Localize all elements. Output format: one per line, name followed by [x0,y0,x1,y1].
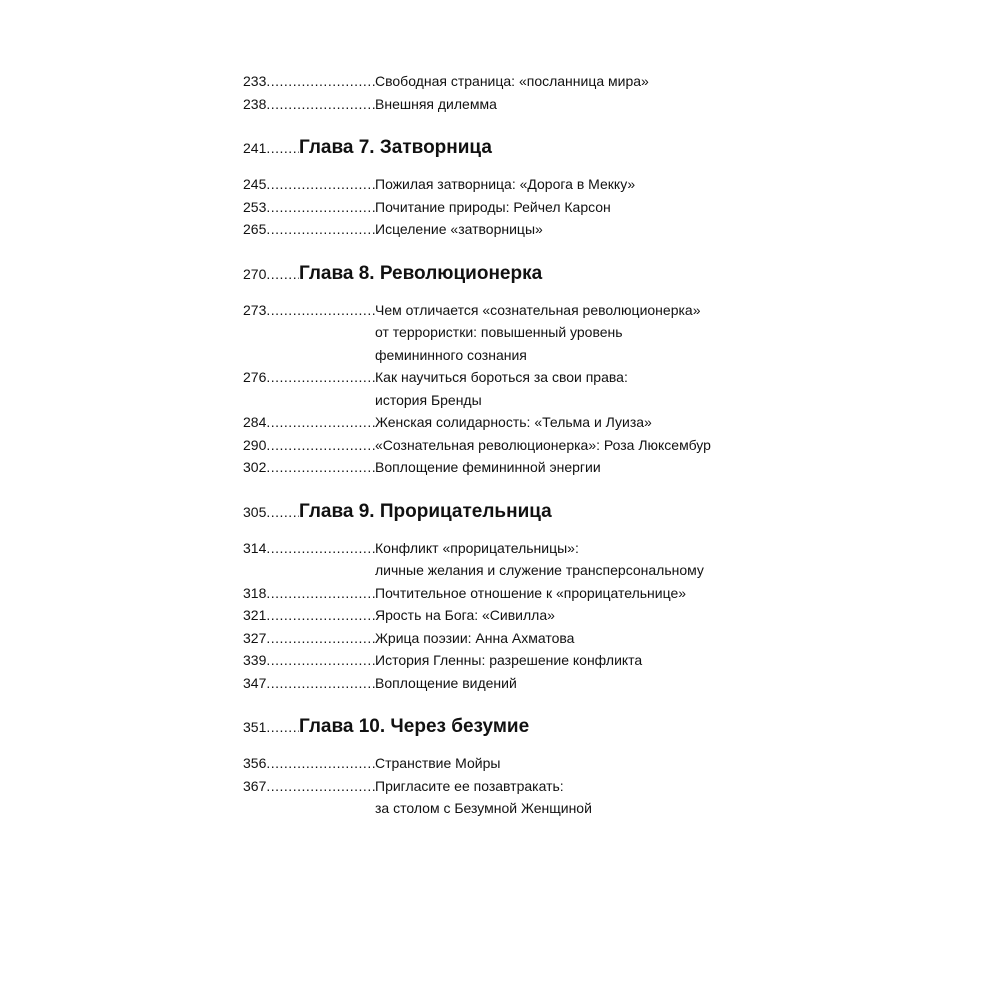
leader-dots [266,672,375,695]
leader-dots [266,504,299,520]
leader-dots [266,604,375,627]
entry-title-continued: история Бренды [375,391,482,408]
entry-title: Исцеление «затворницы» [375,221,543,237]
entry-title-continued: за столом с Безумной Женщиной [375,800,592,816]
entry-title: Пригласите ее позавтракать: [375,777,564,794]
toc-entry [243,366,803,411]
page-number: 245 [243,176,267,192]
page-number: 265 [243,221,267,237]
entry-title: Как научиться бороться за свои права: [375,369,628,385]
toc-entry [243,775,803,820]
chapter-heading [243,137,803,159]
entry-title: Жрица поэзии: Анна Ахматова [375,629,575,646]
entry-title: История Гленны: разрешение конфликта [375,652,643,668]
chapter-page-number: 241 [243,140,267,156]
page-number: 347 [243,674,267,691]
leader-dots [266,434,375,457]
toc-entry [243,649,803,672]
leader-dots [266,266,299,282]
chapter-heading [243,501,803,523]
chapter-page-number: 305 [243,503,267,520]
toc-entry [243,604,803,627]
chapter-page-number: 270 [243,265,267,282]
entry-title: Свободная страница: «посланница мира» [375,73,649,89]
toc-entry [243,93,803,116]
toc-entry [243,582,803,605]
page-number: 314 [243,539,267,556]
entry-title-continued: личные желания и служение трансперсональному [375,562,704,578]
leader-dots [266,627,375,650]
entry-title: Почтительное отношение к «прорицательнице» [375,584,687,601]
toc-entry [243,434,803,457]
chapter-heading [243,263,803,285]
entry-title: Почитание природы: Рейчел Карсон [375,198,611,215]
toc-entry [243,456,803,479]
entry-title: Пожилая затворница: «Дорога в Мекку» [375,176,636,192]
entry-title: Внешняя дилемма [375,95,497,112]
leader-dots [266,582,375,605]
entry-title: Странствие Мойры [375,755,501,771]
toc-entry [243,537,803,582]
page-number: 327 [243,629,267,646]
leader-dots [266,775,375,820]
page-number: 339 [243,652,267,668]
entry-title-continued: фемининного сознания [375,346,527,363]
page-number: 253 [243,198,267,215]
toc-entry [243,752,803,775]
leader-dots [266,196,375,219]
toc-entry [243,299,803,367]
page-number: 233 [243,73,267,89]
page-number: 321 [243,607,267,623]
leader-dots [266,456,375,479]
entry-title: Женская солидарность: «Тельма и Луиза» [375,414,652,430]
page-number: 290 [243,436,267,453]
page-number: 284 [243,414,267,430]
toc-entry [243,672,803,695]
leader-dots [266,649,375,672]
entry-title: Чем отличается «сознательная революционерка» [375,301,701,318]
page-number: 276 [243,369,267,385]
leader-dots [266,752,375,775]
chapter-title: Глава 9. Прорицательница [299,500,552,522]
leader-dots [266,719,299,735]
page-number: 367 [243,777,267,794]
leader-dots [266,70,375,93]
leader-dots [266,140,299,156]
entry-title-continued: от террористки: повышенный уровень [375,324,623,340]
chapter-title: Глава 10. Через безумие [299,716,530,737]
toc-entry [243,411,803,434]
leader-dots [266,299,375,367]
chapter-title: Глава 7. Затворница [299,137,492,158]
page-number: 273 [243,301,267,318]
page-number: 302 [243,459,267,475]
page-number: 238 [243,95,267,112]
chapter-heading [243,716,803,738]
chapter-page-number: 351 [243,719,267,735]
entry-title: Ярость на Бога: «Сивилла» [375,607,555,623]
page-number: 318 [243,584,267,601]
toc-entry [243,218,803,241]
toc-entry [243,196,803,219]
table-of-contents [243,70,803,820]
leader-dots [266,411,375,434]
entry-title: Конфликт «прорицательницы»: [375,539,579,556]
toc-entry [243,627,803,650]
chapter-title: Глава 8. Революционерка [299,262,543,284]
leader-dots [266,218,375,241]
entry-title: Воплощение видений [375,674,517,691]
toc-entry [243,70,803,93]
entry-title: Воплощение фемининной энергии [375,459,601,475]
page-number: 356 [243,755,267,771]
leader-dots [266,537,375,582]
leader-dots [266,93,375,116]
leader-dots [266,173,375,196]
entry-title: «Сознательная революционерка»: Роза Люксембур [375,436,711,453]
leader-dots [266,366,375,411]
toc-entry [243,173,803,196]
